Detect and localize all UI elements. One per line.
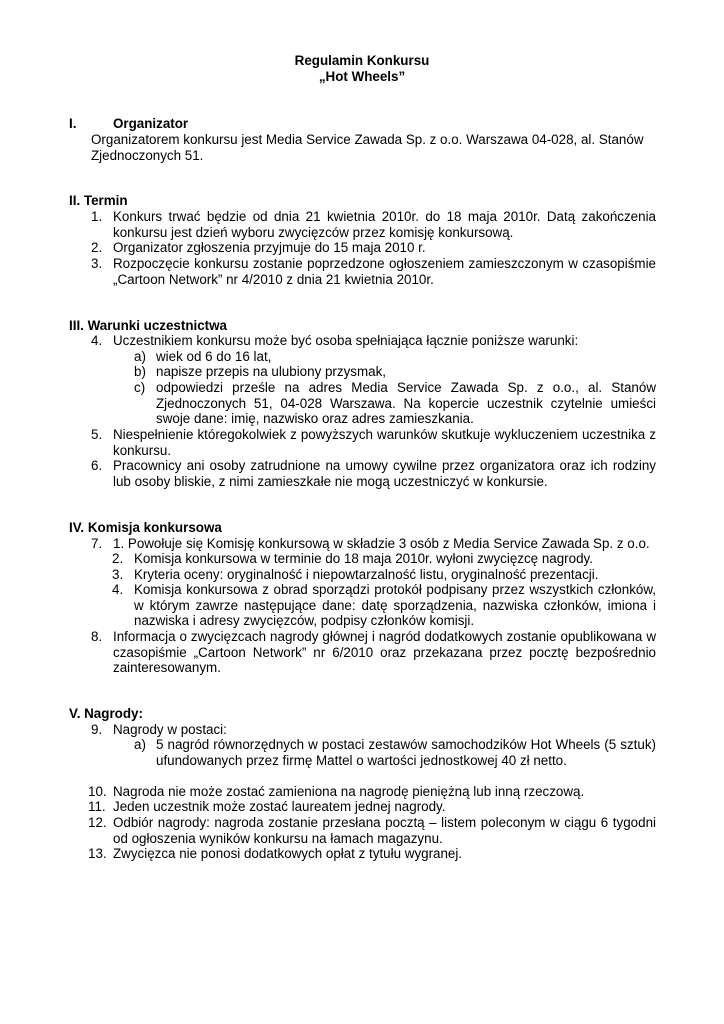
- list-item: [91, 333, 656, 349]
- list-item-number: 10.: [88, 784, 107, 799]
- sub-list-item: [134, 380, 656, 427]
- list-item-text: Organizator zgłoszenia przyjmuje do 15 maja 2010 r.: [113, 240, 426, 255]
- list-item-number: 3.: [91, 256, 103, 271]
- section-1-title: Organizator: [113, 116, 189, 131]
- list-item-text: Odbiór nagrody: nagroda zostanie przesłana pocztą – listem poleconym w ciągu 6 tygodni od ogłoszenia wyników konkursu na łamach magazynu.: [113, 815, 656, 846]
- sub-list-item: [112, 567, 656, 583]
- list-item: [88, 784, 656, 800]
- list-item-number: 8.: [91, 629, 103, 644]
- sub-list-item: [134, 349, 656, 365]
- sub-list-item: [134, 364, 656, 380]
- list-item-number: 13.: [88, 846, 107, 861]
- list-item: [88, 846, 656, 862]
- list-item-text: Rozpoczęcie konkursu zostanie poprzedzone ogłoszeniem zamieszczonym w czasopiśmie „Cartoon Network” nr 4/2010 z dnia 21 kwietnia 2010r.: [113, 256, 656, 287]
- sub-list-item-text: odpowiedzi prześle na adres Media Service Zawada Sp. z o.o., al. Stanów Zjednoczonych 51, 04-028 Warszawa. Na kopercie uczestnik czytelnie umieści swoje dane: imię, nazwisko oraz adres zamieszkania.: [156, 380, 656, 427]
- list-item: [91, 629, 656, 676]
- list-item-text: Jeden uczestnik może zostać laureatem jednej nagrody.: [113, 799, 446, 814]
- sub-list-item-number: 4.: [112, 582, 124, 597]
- sub-list-item-number: 2.: [112, 551, 124, 566]
- sub-list-item-text: Kryteria oceny: oryginalność i niepowtarzalność listu, oryginalność prezentacji.: [134, 567, 599, 582]
- list-item: [91, 209, 656, 240]
- list-item: [91, 256, 656, 287]
- sub-list-item-text: 5 nagród równorzędnych w postaci zestawów samochodzików Hot Wheels (5 sztuk) ufundowanych przez firmę Mattel o wartości jednostkowej 40 zł netto.: [156, 737, 656, 768]
- section-1-heading: [69, 116, 188, 132]
- list-item-text: Nagrody w postaci:: [113, 722, 227, 737]
- list-item-text: Konkurs trwać będzie od dnia 21 kwietnia 2010r. do 18 maja 2010r. Datą zakończenia konkursu jest dzień wyboru zwycięzców przez komisję konkursową.: [113, 209, 656, 240]
- document-title: Regulamin Konkursu: [294, 53, 430, 68]
- list-item-number: 4.: [91, 333, 103, 348]
- list-item: [91, 458, 656, 489]
- sub-list-item: [134, 737, 656, 768]
- sub-list-item: [112, 582, 656, 629]
- sub-list-item-text: wiek od 6 do 16 lat,: [156, 349, 272, 364]
- sub-list-item-text: napisze przepis na ulubiony przysmak,: [156, 364, 386, 379]
- list-item-number: 11.: [88, 799, 106, 814]
- section-1-text: Organizatorem konkursu jest Media Service Zawada Sp. z o.o. Warszawa 04-028, al. Stanów Zjednoczonych 51.: [91, 132, 644, 163]
- list-item-number: 9.: [91, 722, 103, 737]
- sub-list-item-letter: a): [134, 349, 146, 364]
- list-item-number: 2.: [91, 240, 103, 255]
- list-item: [91, 240, 656, 256]
- list-item-number: 6.: [91, 458, 103, 473]
- document-subtitle: „Hot Wheels”: [318, 69, 406, 84]
- list-item-text: Informacja o zwycięzcach nagrody głównej i nagród dodatkowych zostanie opublikowana w czasopiśmie „Cartoon Network” nr 6/2010 oraz przekazana przez pocztę bezpośrednio zainteresowanym.: [113, 629, 656, 676]
- list-item-number: 1.: [91, 209, 103, 224]
- list-item: [91, 536, 656, 552]
- sub-list-item-letter: b): [134, 364, 146, 379]
- list-item: [88, 815, 656, 846]
- list-item-text: Zwycięzca nie ponosi dodatkowych opłat z tytułu wygranej.: [113, 846, 463, 861]
- list-item-number: 7.: [91, 536, 103, 551]
- section-3-heading: III. Warunki uczestnictwa: [69, 318, 227, 333]
- list-item: [88, 799, 656, 815]
- section-2-heading: II. Termin: [69, 193, 128, 208]
- list-item-text: Uczestnikiem konkursu może być osoba spełniająca łącznie poniższe warunki:: [113, 333, 579, 348]
- list-item-text: 1. Powołuje się Komisję konkursową w składzie 3 osób z Media Service Zawada Sp. z o.o.: [113, 536, 650, 551]
- list-item-number: 5.: [91, 427, 103, 442]
- sub-list-item-text: Komisja konkursowa w terminie do 18 maja 2010r. wyłoni zwycięzcę nagrody.: [134, 551, 593, 566]
- list-item: [91, 427, 656, 458]
- list-item-text: Niespełnienie któregokolwiek z powyższych warunków skutkuje wykluczeniem uczestnika z konkursu.: [113, 427, 656, 458]
- list-item-number: 12.: [88, 815, 107, 830]
- list-item-text: Pracownicy ani osoby zatrudnione na umowy cywilne przez organizatora oraz ich rodziny lub osoby bliskie, z nimi zamieszkałe nie mogą uczestniczyć w konkursie.: [113, 458, 656, 489]
- sub-list-item-number: 3.: [112, 567, 124, 582]
- sub-list-item-text: Komisja konkursowa z obrad sporządzi protokół podpisany przez wszystkich członków, w którym zawrze następujące dane: datę sporządzenia, nazwiska członków, imiona i nazwiska i adresy zwycięzców, podpisy członków komisji.: [134, 582, 656, 629]
- sub-list-item-letter: a): [134, 737, 146, 752]
- section-4-heading: IV. Komisja konkursowa: [69, 520, 222, 535]
- list-item: [91, 722, 656, 738]
- list-item-text: Nagroda nie może zostać zamieniona na nagrodę pieniężną lub inną rzeczową.: [113, 784, 585, 799]
- sub-list-item: [112, 551, 656, 567]
- sub-list-item-letter: c): [134, 380, 146, 395]
- section-1-roman: I.: [69, 116, 77, 131]
- section-5-heading: V. Nagrody:: [69, 706, 143, 721]
